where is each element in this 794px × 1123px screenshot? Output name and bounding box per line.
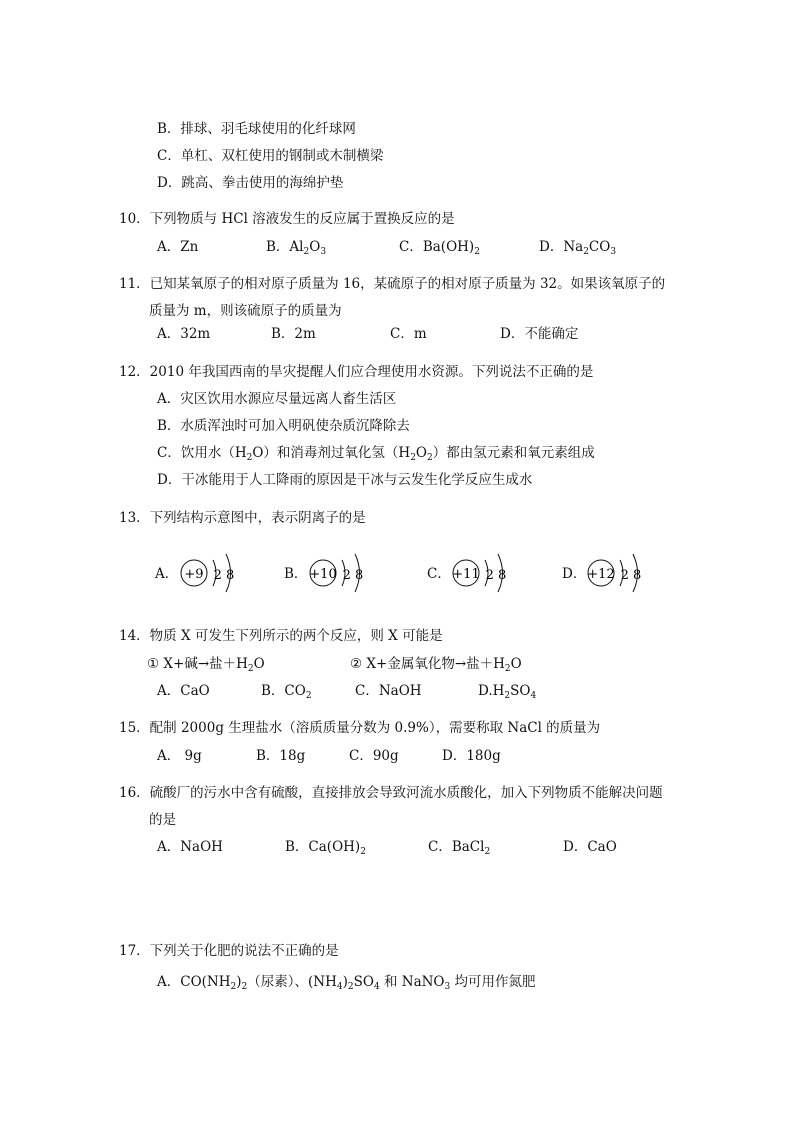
q13-option-c-diagram (427, 542, 517, 604)
q14-option-d: $D.H_2SO_4$ (478, 683, 537, 701)
q10-option-c: C．$Ba(OH)_2$ (399, 239, 480, 257)
q17-stem: 17．下列关于化肥的说法不正确的是 (119, 943, 339, 959)
q14-reaction-1: ① X+碱→盐$+H_2O$ (147, 656, 265, 674)
q10-option-a: A．Zn (157, 239, 199, 255)
q15-stem: 15．配制 2000g 生理盐水（溶质质量分数为 0.9%），需要称取 NaCl 的质量为 (119, 720, 601, 736)
q13-option-d-label: D． (562, 566, 587, 582)
atom-structure-b-icon (302, 542, 374, 604)
atom-structure-c-icon (445, 542, 517, 604)
q14-reaction-2: ② X+金属氧化物→盐$+H_2O$ (350, 656, 522, 674)
q9-option-d: D．跳高、拳击使用的海绵护垫 (157, 175, 344, 191)
q15-option-c: C．90g (349, 748, 399, 764)
q12-option-c: C．饮用水$(H_2O)$和消毒剂过氧化氢$(H_2O_2)$都由氢元素和氧元素组成 (157, 445, 595, 463)
q14-option-b: B．$CO_2$ (261, 683, 312, 701)
q11-stem-line2: 质量为 m，则该硫原子的质量为 (149, 303, 342, 319)
q15-option-d: D．180g (442, 748, 501, 764)
q14-stem: 14．物质 X 可发生下列所示的两个反应，则 X 可能是 (119, 628, 443, 644)
q11-option-d: D．不能确定 (500, 326, 579, 342)
q13-c-nucleus: +11 (452, 567, 480, 582)
atom-structure-a-icon (173, 542, 245, 604)
atom-structure-d-icon (580, 542, 652, 604)
q11-stem-line1: 11．已知某氧原子的相对原子质量为 16，某硫原子的相对原子质量为 32。如果该氧原子的 (119, 276, 666, 292)
q11-option-b: B．2m (271, 326, 316, 342)
q13-option-b-label: B． (284, 566, 308, 582)
q13-option-a-label: A． (155, 566, 179, 582)
q13-a-nucleus: +9 (184, 567, 204, 582)
q13-option-a-diagram (155, 542, 245, 604)
q12-option-b: B．水质浑浊时可加入明矾使杂质沉降除去 (157, 418, 410, 434)
q14-option-c: C．NaOH (355, 683, 422, 699)
q16-option-c: C．BaCl$_2$ (428, 839, 491, 857)
q13-a-shells: 2 8 (213, 568, 235, 583)
q15-option-b: B．18g (256, 748, 306, 764)
q9-option-c: C．单杠、双杠使用的钢制或木制横梁 (157, 148, 384, 164)
q13-b-nucleus: +10 (309, 567, 337, 582)
q13-stem: 13．下列结构示意图中，表示阴离子的是 (119, 510, 366, 526)
q10-stem: 10．下列物质与 HCl 溶液发生的反应属于置换反应的是 (119, 211, 455, 227)
q12-stem: 12．2010 年我国西南的旱灾提醒人们应合理使用水资源。下列说法不正确的是 (119, 364, 594, 380)
q13-c-shells: 2 8 (485, 568, 507, 583)
q17-option-a: A．$CO(NH_2)_2$（尿素）、$(NH_4)_2SO_4$ 和 NaNO$_3$ 均可用作氮肥 (157, 974, 536, 992)
q15-option-a: A． 9g (157, 748, 202, 764)
q13-d-nucleus: +12 (587, 567, 615, 582)
q16-option-d: D．CaO (563, 839, 617, 855)
q13-option-c-label: C． (427, 566, 451, 582)
q13-option-b-diagram (284, 542, 374, 604)
q16-option-a: A．NaOH (157, 839, 223, 855)
q13-option-d-diagram (562, 542, 652, 604)
q13-d-shells: 2 8 (620, 568, 642, 583)
q9-option-b: B．排球、羽毛球使用的化纤球网 (157, 121, 356, 137)
q10-option-b: B．$Al_2O_3$ (266, 239, 327, 257)
q16-stem-line1: 16．硫酸厂的污水中含有硫酸，直接排放会导致河流水质酸化，加入下列物质不能解决问题 (119, 785, 663, 801)
q16-option-b: B．$Ca(OH)_2$ (285, 839, 366, 857)
q16-stem-line2: 的是 (149, 812, 176, 828)
q11-option-c: C．m (390, 326, 427, 342)
q12-option-a: A．灾区饮用水源应尽量远离人畜生活区 (157, 391, 397, 407)
q11-option-a: A．32m (157, 326, 211, 342)
q13-b-shells: 2 8 (342, 568, 364, 583)
q12-option-d: D．干冰能用于人工降雨的原因是干冰与云发生化学反应生成水 (157, 472, 533, 488)
q10-option-d: D．$Na_2CO_3$ (539, 239, 617, 257)
q14-option-a: A．CaO (157, 683, 210, 699)
